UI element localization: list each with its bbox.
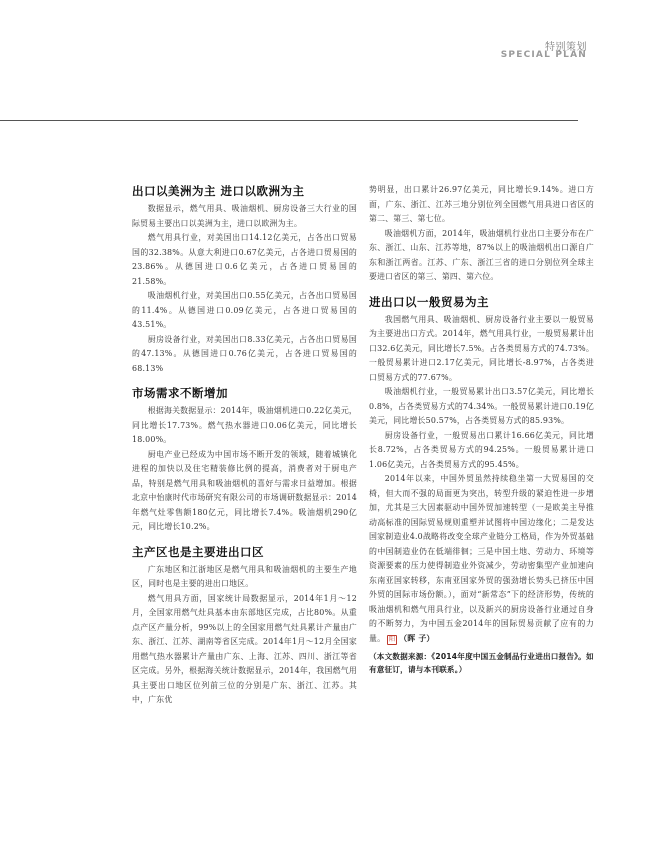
section-title-cn: 特别策划 <box>545 42 587 53</box>
heading-market-demand: 市场需求不断增加 <box>132 386 228 400</box>
paragraph: 厨电产业已经成为中国市场不断开发的领域，随着城镇化进程的加快以及住宅精装修比例的提高，消费者对于厨电产品，特别是燃气用具和吸油烟机的喜好与需求日益增加。根据北京中怡康时代市场研究有限公司的市场调研数据显示：2014年燃气灶零售额180亿元，同比增长7.4%。吸油烟机290亿元，同比增长10.2%。 <box>132 449 357 531</box>
end-mark-icon: 阳 <box>389 635 396 643</box>
paragraph-continued: 势明显，出口累计26.97亿美元，同比增长9.14%。进口方面，广东、浙江、江苏三地分别位列全国燃气用具进口省区的第二、第三、第七位。 <box>369 185 594 223</box>
paragraph: 根据海关数据显示：2014年，吸油烟机进口0.22亿美元，同比增长17.73%。燃气热水器进口0.06亿美元，同比增长18.00%。 <box>132 406 357 444</box>
conclusion-text: 2014年以来，中国外贸虽然持续稳坐第一大贸易国的交椅，但大而不强的局面更为突出，转型升级的紧迫性进一步增加，尤其是三大因素驱动中国外贸加速转型（一是欧美主导推动高标准的国际贸易规则重塑并试图将中国边缘化；二是发达国家制造业4.0战略将改变全球产业链分工格局，作为外贸基础的中国制造业仍在低端徘徊；三是中国土地、劳动力、环境等资源要素的压力使得制造业外资减少，劳动密集型产业加速向东南亚国家转移，东南亚国家外贸的强劲增长势头已挤压中国外贸的国际市场份额。），面对“新常态”下的经济形势，传统的吸油烟机和燃气用具行业，以及新兴的厨房设备行业通过自身的不断努力，为中国五金2014年的国际贸易贡献了应有的力量。 <box>369 474 594 643</box>
right-column <box>369 183 594 676</box>
paragraph: 数据显示，燃气用具、吸油烟机、厨房设备三大行业的国际贸易主要出口以美洲为主，进口以欧洲为主。 <box>132 204 357 228</box>
header-divider <box>0 120 578 121</box>
paragraph: 广东地区和江浙地区是燃气用具和吸油烟机的主要生产地区，同时也是主要的进出口地区。 <box>132 564 357 588</box>
paragraph: 厨房设备行业，对美国出口8.33亿美元，占各出口贸易国的47.13%。从德国进口0.76亿美元，占各进口贸易国的68.13% <box>132 334 357 373</box>
paragraph: 厨房设备行业，一般贸易出口累计16.66亿美元，同比增长8.72%，占各类贸易方式的94.25%。一般贸易累计进口1.06亿美元，占各类贸易方式的95.45%。 <box>369 430 594 469</box>
data-source-note: （本文数据来源：《2014年度中国五金制品行业进出口报告》。如有意征订，请与本刊联系。） <box>369 652 594 674</box>
paragraph: 燃气用具方面，国家统计局数据显示，2014年1月～12月，全国家用燃气灶具基本由东部地区完成，占比80%。从重点产区产量分析，99%以上的全国家用燃气灶具累计产量由广东、浙江、江苏、湖南等省区完成。2014年1月～12月全国家用燃气热水器累计产量由广东、上海、江苏、四川、浙江等省区完成。另外，根据海关统计数据显示，2014年，我国燃气用具主要出口地区位列前三位的分别是广东、浙江、江苏。其中，广东优 <box>132 593 357 704</box>
heading-export-import-regions: 出口以美洲为主 进口以欧洲为主 <box>132 184 305 198</box>
paragraph: 吸油烟机行业，对美国出口0.55亿美元，占各出口贸易国的11.4%。从德国进口0.09亿美元，占各进口贸易国的43.51%。 <box>132 291 357 329</box>
author-name: （晖 子） <box>399 633 435 643</box>
paragraph-conclusion <box>369 472 594 646</box>
section-title-en: SPECIAL PLAN <box>500 50 587 60</box>
paragraph: 燃气用具行业，对美国出口14.12亿美元，占各出口贸易国的32.38%。从意大利进口0.67亿美元，占各进口贸易国的23.86%。从德国进口0.6亿美元，占各进口贸易国的21.58%。 <box>132 233 357 286</box>
left-column <box>132 183 357 708</box>
paragraph: 吸油烟机行业，一般贸易累计出口3.57亿美元，同比增长0.8%，占各类贸易方式的74.34%。一般贸易累计进口0.19亿美元，同比增长50.57%，占各类贸易方式的85.93%。 <box>369 387 594 425</box>
paragraph: 我国燃气用具、吸油烟机、厨房设备行业主要以一般贸易为主要进出口方式。2014年，燃气用具行业，一般贸易累计出口32.6亿美元，同比增长7.5%。占各类贸易方式的74.73%。一般贸易累计进口2.17亿美元，同比增长-8.97%，占各类进口贸易方式的77.67%。 <box>369 314 594 382</box>
paragraph: 吸油烟机方面，2014年，吸油烟机行业出口主要分布在广东、浙江、山东、江苏等地，87%以上的吸油烟机出口源自广东和浙江两省。江苏、广东、浙江三省的进口分别位列全球主要进口省区的第三、第四、第六位。 <box>369 228 594 281</box>
heading-general-trade: 进出口以一般贸易为主 <box>369 294 489 309</box>
heading-production-regions: 主产区也是主要进出口区 <box>132 544 264 559</box>
